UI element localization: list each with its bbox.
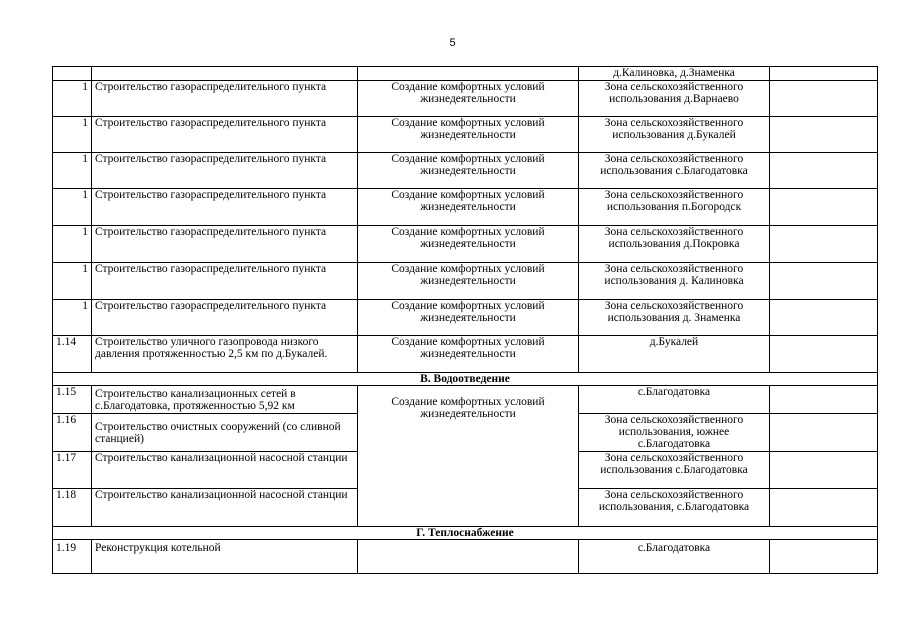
row-purpose: Создание комфортных условий жизнедеятельности bbox=[358, 189, 579, 226]
section-title-drainage: В. Водоотведение bbox=[53, 373, 878, 386]
row-description: Строительство газораспределительного пункта bbox=[92, 81, 358, 117]
row-extra bbox=[770, 452, 878, 489]
row-number: 1.19 bbox=[53, 540, 92, 574]
row-zone: Зона сельскохозяйственного использования д.Букалей bbox=[579, 117, 770, 153]
table-row bbox=[53, 300, 878, 336]
row-number: 1 bbox=[53, 300, 92, 336]
row-extra bbox=[770, 117, 878, 153]
row-extra bbox=[770, 67, 878, 81]
row-zone: Зона сельскохозяйственного использования д. Калиновка bbox=[579, 263, 770, 300]
row-number: 1 bbox=[53, 153, 92, 189]
row-description: Строительство очистных сооружений (со сливной станцией) bbox=[92, 414, 358, 452]
row-purpose: Создание комфортных условий жизнедеятельности bbox=[358, 81, 579, 117]
row-purpose bbox=[358, 540, 579, 574]
row-extra bbox=[770, 386, 878, 414]
row-number: 1 bbox=[53, 117, 92, 153]
table-row bbox=[53, 226, 878, 263]
row-description: Строительство газораспределительного пункта bbox=[92, 226, 358, 263]
row-zone: Зона сельскохозяйственного использования, южнее с.Благодатовка bbox=[579, 414, 770, 452]
table-row bbox=[53, 540, 878, 574]
row-purpose: Создание комфортных условий жизнедеятельности bbox=[358, 263, 579, 300]
row-zone: Зона сельскохозяйственного использования д.Варнаево bbox=[579, 81, 770, 117]
table-row bbox=[53, 386, 878, 414]
row-extra bbox=[770, 300, 878, 336]
row-zone: Зона сельскохозяйственного использования д. Знаменка bbox=[579, 300, 770, 336]
row-zone: Зона сельскохозяйственного использования с.Благодатовка bbox=[579, 452, 770, 489]
row-description: Строительство газораспределительного пункта bbox=[92, 300, 358, 336]
row-description: Строительство газораспределительного пункта bbox=[92, 263, 358, 300]
row-number bbox=[53, 67, 92, 81]
row-number: 1.17 bbox=[53, 452, 92, 489]
row-zone: д.Калиновка, д.Знаменка bbox=[579, 67, 770, 81]
row-number: 1.16 bbox=[53, 414, 92, 452]
row-extra bbox=[770, 189, 878, 226]
objects-table bbox=[52, 66, 878, 574]
row-extra bbox=[770, 153, 878, 189]
row-zone: Зона сельскохозяйственного использования с.Благодатовка bbox=[579, 153, 770, 189]
row-number: 1 bbox=[53, 226, 92, 263]
table-row bbox=[53, 336, 878, 373]
row-purpose: Создание комфортных условий жизнедеятельности bbox=[358, 300, 579, 336]
row-purpose: Создание комфортных условий жизнедеятельности bbox=[358, 386, 579, 527]
row-description: Строительство канализационной насосной станции bbox=[92, 452, 358, 489]
row-number: 1.15 bbox=[53, 386, 92, 414]
row-purpose: Создание комфортных условий жизнедеятельности bbox=[358, 226, 579, 263]
row-description bbox=[92, 67, 358, 81]
row-description: Строительство канализационных сетей в с.Благодатовка, протяженностью 5,92 км bbox=[92, 386, 358, 414]
row-zone: д.Букалей bbox=[579, 336, 770, 373]
row-number: 1.18 bbox=[53, 489, 92, 527]
row-zone: с.Благодатовка bbox=[579, 386, 770, 414]
row-extra bbox=[770, 336, 878, 373]
row-description: Реконструкция котельной bbox=[92, 540, 358, 574]
row-description: Строительство газораспределительного пункта bbox=[92, 189, 358, 226]
row-zone: Зона сельскохозяйственного использования, с.Благодатовка bbox=[579, 489, 770, 527]
row-number: 1 bbox=[53, 81, 92, 117]
row-description: Строительство уличного газопровода низкого давления протяженностью 2,5 км по д.Букалей. bbox=[92, 336, 358, 373]
section-title-heating: Г. Теплоснабжение bbox=[53, 527, 878, 540]
page-number: 5 bbox=[449, 37, 456, 49]
row-purpose: Создание комфортных условий жизнедеятельности bbox=[358, 336, 579, 373]
row-description: Строительство газораспределительного пункта bbox=[92, 153, 358, 189]
row-extra bbox=[770, 540, 878, 574]
table-row bbox=[53, 117, 878, 153]
row-purpose bbox=[358, 67, 579, 81]
row-extra bbox=[770, 81, 878, 117]
table-row bbox=[53, 153, 878, 189]
row-zone: Зона сельскохозяйственного использования д.Покровка bbox=[579, 226, 770, 263]
row-number: 1 bbox=[53, 189, 92, 226]
row-extra bbox=[770, 414, 878, 452]
row-number: 1 bbox=[53, 263, 92, 300]
row-zone: с.Благодатовка bbox=[579, 540, 770, 574]
row-zone: Зона сельскохозяйственного использования п.Богородск bbox=[579, 189, 770, 226]
section-header-row bbox=[53, 373, 878, 386]
row-number: 1.14 bbox=[53, 336, 92, 373]
row-description: Строительство канализационной насосной станции bbox=[92, 489, 358, 527]
table-row bbox=[53, 81, 878, 117]
row-extra bbox=[770, 226, 878, 263]
section-header-row bbox=[53, 527, 878, 540]
row-purpose: Создание комфортных условий жизнедеятельности bbox=[358, 153, 579, 189]
table-row bbox=[53, 263, 878, 300]
row-purpose: Создание комфортных условий жизнедеятельности bbox=[358, 117, 579, 153]
row-extra bbox=[770, 263, 878, 300]
row-description: Строительство газораспределительного пункта bbox=[92, 117, 358, 153]
table-row bbox=[53, 67, 878, 81]
table-row bbox=[53, 189, 878, 226]
row-extra bbox=[770, 489, 878, 527]
